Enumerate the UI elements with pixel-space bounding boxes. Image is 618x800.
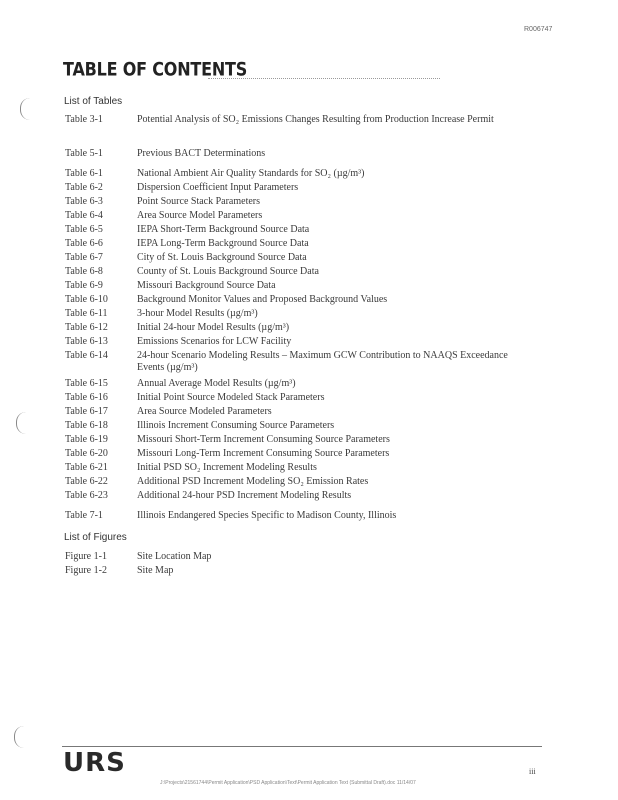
entry-title: 3-hour Model Results (µg/m³)	[137, 308, 258, 319]
entry-number: Table 6-5	[65, 224, 103, 235]
entry-number: Table 6-20	[65, 448, 108, 459]
entry-title: Site Map	[137, 565, 174, 576]
entry-number: Table 3-1	[65, 114, 103, 125]
entry-title: 24-hour Scenario Modeling Results – Maximum GCW Contribution to NAAQS Exceedance Events (µg/m³)	[137, 350, 508, 373]
footer-file-path: J:\Projects\21561744\Permit Application\PSD Application\Text\Permit Application Text (Submittal Draft).doc 11/14/07	[160, 780, 416, 786]
page-id: R006747	[524, 26, 553, 33]
entry-title: Missouri Long-Term Increment Consuming Source Parameters	[137, 448, 390, 459]
entry-title: Initial PSD SO₂ Increment Modeling Results	[137, 462, 317, 473]
entry-title: Emissions Scenarios for LCW Facility	[137, 336, 292, 347]
binder-hole-mark	[14, 726, 25, 748]
list-of-tables-heading: List of Tables	[64, 96, 123, 107]
entry-title: Additional 24-hour PSD Increment Modeling Results	[137, 490, 352, 501]
entry-number: Table 6-19	[65, 434, 108, 445]
entry-number: Figure 1-1	[65, 551, 107, 562]
entry-number: Table 6-10	[65, 294, 108, 305]
entry-title: Illinois Endangered Species Specific to Madison County, Illinois	[137, 510, 397, 521]
entry-number: Table 6-9	[65, 280, 103, 291]
entry-title: Potential Analysis of SO₂ Emissions Changes Resulting from Production Increase Permit	[137, 114, 494, 125]
entry-number: Table 6-22	[65, 476, 108, 487]
entry-title: Annual Average Model Results (µg/m³)	[137, 378, 296, 389]
binder-hole-mark	[20, 98, 31, 120]
entry-title: Dispersion Coefficient Input Parameters	[137, 182, 299, 193]
entry-title: Site Location Map	[137, 551, 212, 562]
entry-title: National Ambient Air Quality Standards for SO₂ (µg/m³)	[137, 168, 365, 179]
entry-number: Table 6-18	[65, 420, 108, 431]
entry-number: Table 6-3	[65, 196, 103, 207]
entry-number: Table 6-12	[65, 322, 108, 333]
entry-title: Point Source Stack Parameters	[137, 196, 261, 207]
entry-number: Table 6-14	[65, 350, 108, 361]
entry-number: Table 6-7	[65, 252, 103, 263]
entry-number: Table 6-17	[65, 406, 108, 417]
entry-title: Illinois Increment Consuming Source Parameters	[137, 420, 335, 431]
binder-hole-mark	[16, 412, 27, 434]
entry-number: Table 6-1	[65, 168, 103, 179]
entry-title: Initial Point Source Modeled Stack Parameters	[137, 392, 325, 403]
entry-number: Table 6-8	[65, 266, 103, 277]
entry-number: Table 6-23	[65, 490, 108, 501]
entry-number: Figure 1-2	[65, 565, 107, 576]
entry-title: Missouri Background Source Data	[137, 280, 276, 291]
list-of-figures-heading: List of Figures	[64, 532, 127, 543]
entry-title: Additional PSD Increment Modeling SO₂ Emission Rates	[137, 476, 369, 487]
entry-title: Previous BACT Determinations	[137, 148, 266, 159]
urs-logo: URS	[63, 748, 126, 778]
entry-number: Table 6-2	[65, 182, 103, 193]
entry-title: IEPA Long-Term Background Source Data	[137, 238, 309, 249]
entry-number: Table 6-13	[65, 336, 108, 347]
entry-number: Table 6-16	[65, 392, 108, 403]
entry-title: Background Monitor Values and Proposed Background Values	[137, 294, 388, 305]
entry-number: Table 5-1	[65, 148, 103, 159]
entry-title: City of St. Louis Background Source Data	[137, 252, 307, 263]
entry-number: Table 6-21	[65, 462, 108, 473]
page-title: TABLE OF CONTENTS	[63, 58, 248, 80]
footer-divider	[62, 746, 542, 747]
entry-title: Missouri Short-Term Increment Consuming Source Parameters	[137, 434, 390, 445]
entry-number: Table 6-6	[65, 238, 103, 249]
entry-number: Table 6-11	[65, 308, 108, 319]
entry-number: Table 6-15	[65, 378, 108, 389]
title-divider	[208, 78, 440, 79]
entry-title: Initial 24-hour Model Results (µg/m³)	[137, 322, 290, 333]
entry-title: County of St. Louis Background Source Data	[137, 266, 319, 277]
entry-title: IEPA Short-Term Background Source Data	[137, 224, 310, 235]
entry-title: Area Source Modeled Parameters	[137, 406, 272, 417]
page-number: iii	[529, 767, 536, 776]
entry-number: Table 7-1	[65, 510, 103, 521]
entry-title: Area Source Model Parameters	[137, 210, 263, 221]
entry-number: Table 6-4	[65, 210, 103, 221]
